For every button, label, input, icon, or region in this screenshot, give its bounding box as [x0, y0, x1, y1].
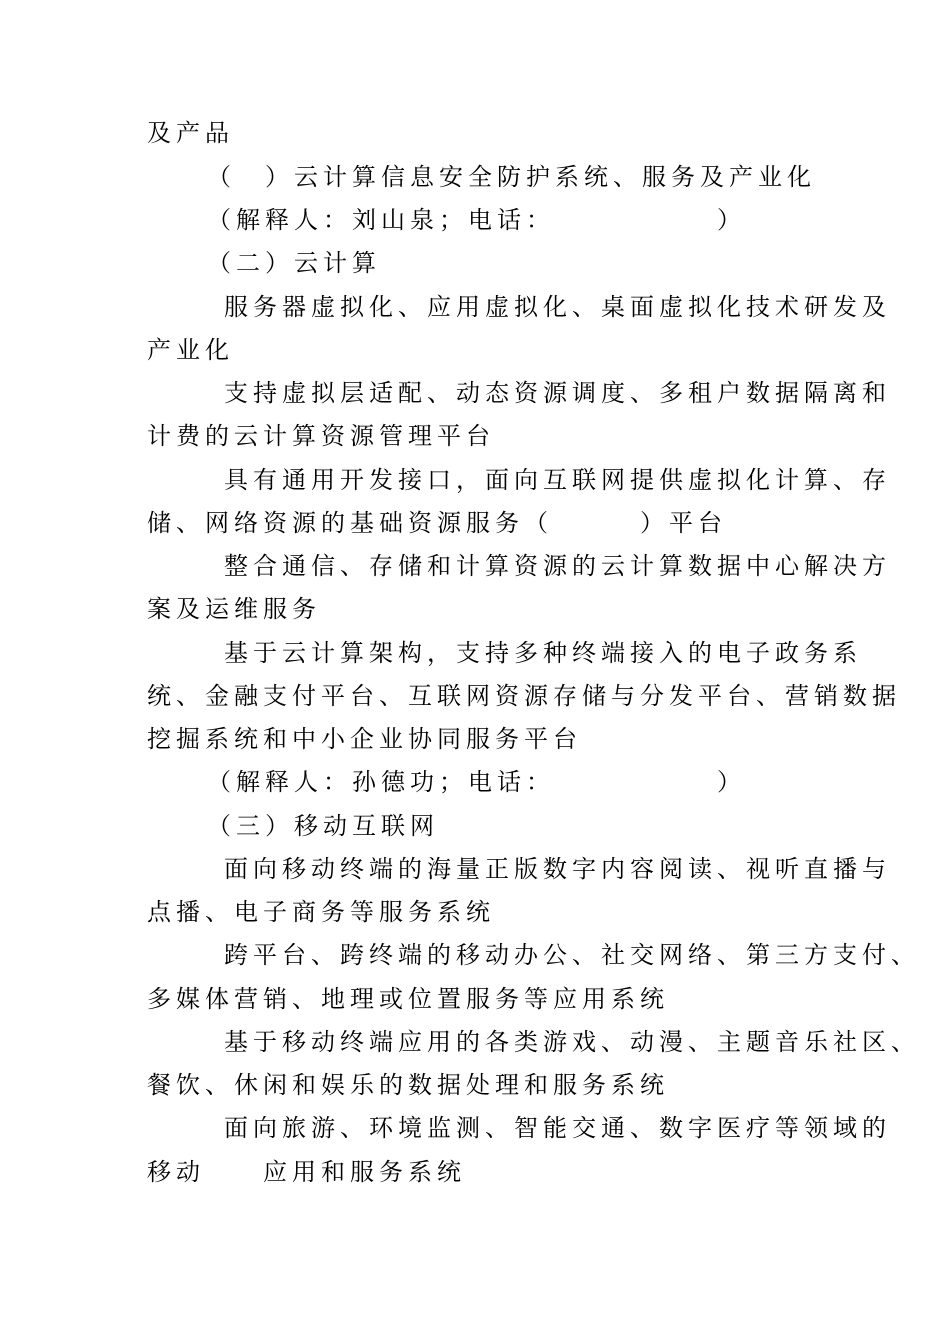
- paragraph-line: 面向旅游、环境监测、智能交通、数字医疗等领域的: [224, 1114, 891, 1142]
- paragraph-line: 多媒体营销、地理或位置服务等应用系统: [147, 985, 669, 1013]
- paragraph-line: 具有通用开发接口，面向互联网提供虚拟化计算、存: [224, 466, 891, 494]
- paragraph-line: 储、网络资源的基础资源服务（ ）平台: [147, 509, 727, 537]
- paragraph-line: 统、金融支付平台、互联网资源存储与分发平台、营销数据: [147, 682, 901, 710]
- paragraph-line: 整合通信、存储和计算资源的云计算数据中心解决方: [224, 552, 891, 580]
- paragraph-line: 服务器虚拟化、应用虚拟化、桌面虚拟化技术研发及: [224, 293, 891, 321]
- list-item-cloud-security: （ ）云计算信息安全防护系统、服务及产业化: [207, 163, 816, 191]
- paragraph-line: 支持虚拟层适配、动态资源调度、多租户数据隔离和: [224, 379, 891, 407]
- paragraph-line: 餐饮、休闲和娱乐的数据处理和服务系统: [147, 1071, 669, 1099]
- contact-note: （解释人：刘山泉；电话： ）: [207, 206, 746, 234]
- paragraph-line: 计费的云计算资源管理平台: [147, 422, 495, 450]
- text-line: 及产品: [147, 119, 234, 147]
- paragraph-line: 案及运维服务: [147, 595, 321, 623]
- paragraph-line: 移动 应用和服务系统: [147, 1158, 466, 1186]
- paragraph-line: 面向移动终端的海量正版数字内容阅读、视听直播与: [224, 855, 891, 883]
- section-heading-cloud-computing: （二）云计算: [207, 249, 381, 277]
- paragraph-line: 产业化: [147, 336, 234, 364]
- paragraph-line: 跨平台、跨终端的移动办公、社交网络、第三方支付、: [224, 941, 920, 969]
- paragraph-line: 基于移动终端应用的各类游戏、动漫、主题音乐社区、: [224, 1028, 920, 1056]
- contact-note: （解释人：孙德功；电话： ）: [207, 768, 746, 796]
- paragraph-line: 挖掘系统和中小企业协同服务平台: [147, 725, 582, 753]
- paragraph-line: 基于云计算架构，支持多种终端接入的电子政务系: [224, 639, 862, 667]
- paragraph-line: 点播、电子商务等服务系统: [147, 898, 495, 926]
- section-heading-mobile-internet: （三）移动互联网: [207, 812, 439, 840]
